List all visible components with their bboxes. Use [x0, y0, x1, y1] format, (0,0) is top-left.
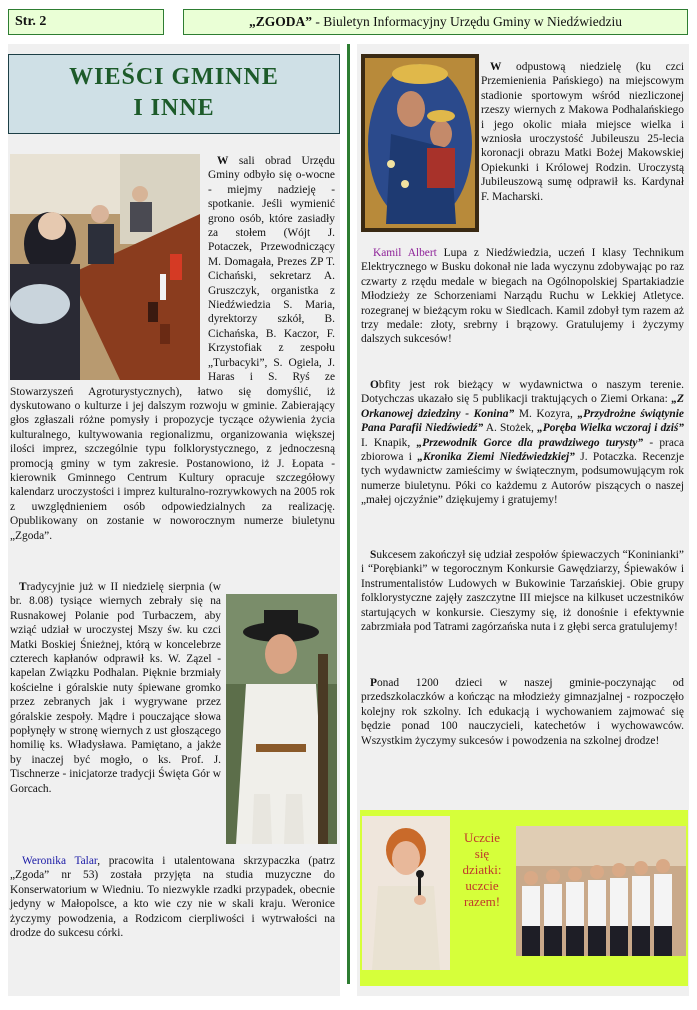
books-text-5: - praca zbiorowa i [361, 436, 684, 464]
books-title-5: „Kronika Ziemi Niedźwiedzkiej” [417, 451, 575, 464]
singer-photo [362, 816, 450, 970]
banner-line-1: Uczcie [463, 830, 501, 845]
books-title-1: „Z Orkanowej dziedziny - Konina” [361, 393, 684, 420]
books-text-1: bfity jest rok bieżący w wydawnictwa o naszym terenie. Dotychczas ukazało się 5 publikacji traktujących o Ziemi Orkana: [361, 379, 684, 406]
page-number: Str. 2 [8, 9, 164, 35]
banner-line-5: razem! [463, 894, 501, 909]
article-turbacz [10, 580, 335, 846]
weronika-name: Weronika Talar [22, 855, 98, 867]
children-photo [516, 826, 686, 956]
article-school [361, 676, 684, 748]
banner-slogan [452, 830, 512, 910]
zespol-text: ukcesem zakończył się udział zespołów śpiewaczych “Koninianki” i “Porębianki” w tegorocznym Konkursie Gawędziarzy, Śpiewaków i Instrumentalistów Ludowych w Bukowinie Tarzańskiej. Obie grupy folklorystyczne zajęły zaszczytne III miejsce na kilkuset uczestników startujących w konkursie. Cieszymy się, iż donośnie i efektywnie zabrzmiała pod Tatrami zagórzańska nuta i z głębi serca gratulujemy! [361, 549, 684, 634]
column-divider [347, 44, 350, 984]
school-lead-letter: P [370, 677, 377, 689]
bulletin-name: „ZGODA” [248, 14, 312, 29]
books-lead-letter: O [370, 379, 379, 391]
kamil-text: Lupa z Niedźwiedzia, uczeń I klasy Technikum Elektrycznego w Busku dokonał nie lada wyczynu zdobywając po raz czwarty z rzędu medale w biegach na Ogólnopolskiej Spartakiadzie Młodzieży ze Schorzeniami Narządu Ruchu w Lekkiej Atletyce. rozegranej w bieżącym roku w Siedlcach. Kamil zdobył tym razem aż trzy medale: złoty, srebrny i brązowy. Gratulujemy i życzymy dalszych sukcesów! [361, 247, 685, 346]
article-weronika [10, 854, 335, 940]
article-odpust [481, 60, 684, 204]
section-title [8, 54, 340, 134]
turbacz-lead-letter: T [19, 581, 27, 593]
article-meeting [10, 154, 335, 543]
books-text-2: M. Kozyra, [514, 407, 578, 420]
section-title-line1: WIEŚCI GMINNE [69, 64, 279, 90]
article-zespol [361, 548, 684, 634]
books-text-6: J. Potaczka. Recenzje tych wydawnictw zamieścimy w świątecznym, podsumowującym rok numerze biuletynu. Póki co każdemu z Autorów piszących o naszej „małej ojczyźnie” dziękujemy i gratujemy! [361, 451, 684, 507]
meeting-text: sali obrad Urzędu Gminy odbyło się o-wocne - miejmy nadzieję - spotkanie. Jeśli wymienić grono osób, które zasiadły za stołem (Wójt J. Potaczek, Przewodniczący M. Domagała, Prezes ZP T. Cichański, sekretarz A. Gruszczyk, organistka z Niedźwiedzia S. Maria, dyrektorzy szkół, B. Cichańska, B. Kaczor, F. Krzystofiak z zespołu „Turbacyki”, S. Ogiela, J. Haras i S. Ryś ze Stowarzyszeń Agroturystycznych), łatwo się domyślić, iż dyskutowano o kulturze i jej dalszym rozwoju w gminie. Zabierający głos zgłaszali różne pomysły i propozycje tyczące ożywienia życia kulturalnego, kultywowania regionalizmu, organizowania większej ilości imprez, szczególnie typu folklorystycznego, z jednoczesną promocją gminy w tym zakresie. Postanowiono, iż J. Łopata - kierownik Gminnego Centrum Kultury opracuje szczegółowy kalendarz uroczystości i imprez kulturalno-rozrywkowych na 2005 rok z uwzględnieniem osób odpowiedzialnych za realizację. Opublikowany on zostanie w noworocznym numerze biuletynu „Zgoda”. [10, 155, 335, 542]
meeting-lead-letter: W [217, 155, 229, 167]
books-title-2: „Przydrożne świątynie Pana Parafii Niedźwiedź” [361, 407, 684, 435]
kamil-name: Kamil Albert [373, 247, 437, 259]
zespol-lead-letter: S [370, 549, 377, 561]
books-text-4: I. Knapik, [361, 436, 417, 449]
article-kamil [361, 246, 684, 347]
bulletin-subtitle: - Biuletyn Informacyjny Urzędu Gminy w Niedźwiedziu [311, 14, 623, 29]
section-title-line2: I INNE [133, 95, 215, 121]
banner-line-2: się [474, 846, 490, 861]
banner-line-4: uczcie [465, 878, 499, 893]
odpust-lead-letter: W [490, 61, 502, 73]
bulletin-header [183, 9, 688, 35]
books-title-4: „Przewodnik Gorce dla prawdziwego turysty” [416, 436, 644, 449]
books-text-3: A. Stożek, [483, 422, 538, 435]
turbacz-text: radycyjnie już w II niedzielę sierpnia (w br. 8.08) tysiące wiernych zebrały się na Rusnakowej Polanie pod Turbaczem, aby wziąć udział w uroczystej Mszy św. ku czci Matki Boskiej Śnieżnej, którą w koncelebrze czterech kapłanów odprawił ks. W. Zązel - kapelan Związku Podhalan. Pięknie brzmiały kościelne i góralskie nuty śpiewane gromko przez zebranych jak i wygrywane przez góralskie zespoły. Mądre i pouczające słowa popłynęły w stronę wiernych z ust głoszącego homilię ks. Władysława. Pamiętano, a jakże by inaczej być mogło, o ks. Prof. J. Tischnerze - inicjatorze tradycji Święta Gór w Gorcach. [10, 581, 221, 795]
banner-line-3: dziatki: [462, 862, 502, 877]
weronika-text: , pracowita i utalentowana skrzypaczka (patrz „Zgoda” nr 53) została przyjęta na studia muzyczne do Konserwatorium w Wiedniu. To niezwykle rzadki przypadek, obecnie jedyny w Małopolsce, a kto wie czy nie w skali kraju. Weronice życzymy powodzenia, a Rodzicom cierpliwości i wytrwałości na drodze do sukcesu córki. [10, 855, 335, 940]
madonna-icon-photo [361, 54, 479, 232]
article-books [361, 378, 684, 508]
school-text: onad 1200 dzieci w naszej gminie-poczynając od przedszkolaczków a kończąc na młodzieży gimnazjalnej - rozpoczęło kolejny rok szkolny. Ich edukacją i wychowaniem zajmować się będzie ponad 100 nauczycieli, katechetów i wychowawców. Wszystkim życzymy sukcesów i powodzenia na szkolnej drodze! [361, 677, 684, 747]
books-title-3: „Poręba Wielka wczoraj i dziś” [537, 422, 684, 435]
odpust-text: odpustową niedzielę (ku czci Przemienienia Pańskiego) na miejscowym stadionie sportowym wśród niezliczonej rzeszy wiernych z Makowa Podhalańskiego i jego okolic miała miejsce wielka i wzniosła uroczystość Jubileuszu 25-lecia koronacji obrazu Matki Bożej Makowskiej Opiekunki i Królowej Rodzin. Uroczystą Jubileuszową sumę odprawił ks. Kardynał F. Macharski. [481, 61, 684, 203]
